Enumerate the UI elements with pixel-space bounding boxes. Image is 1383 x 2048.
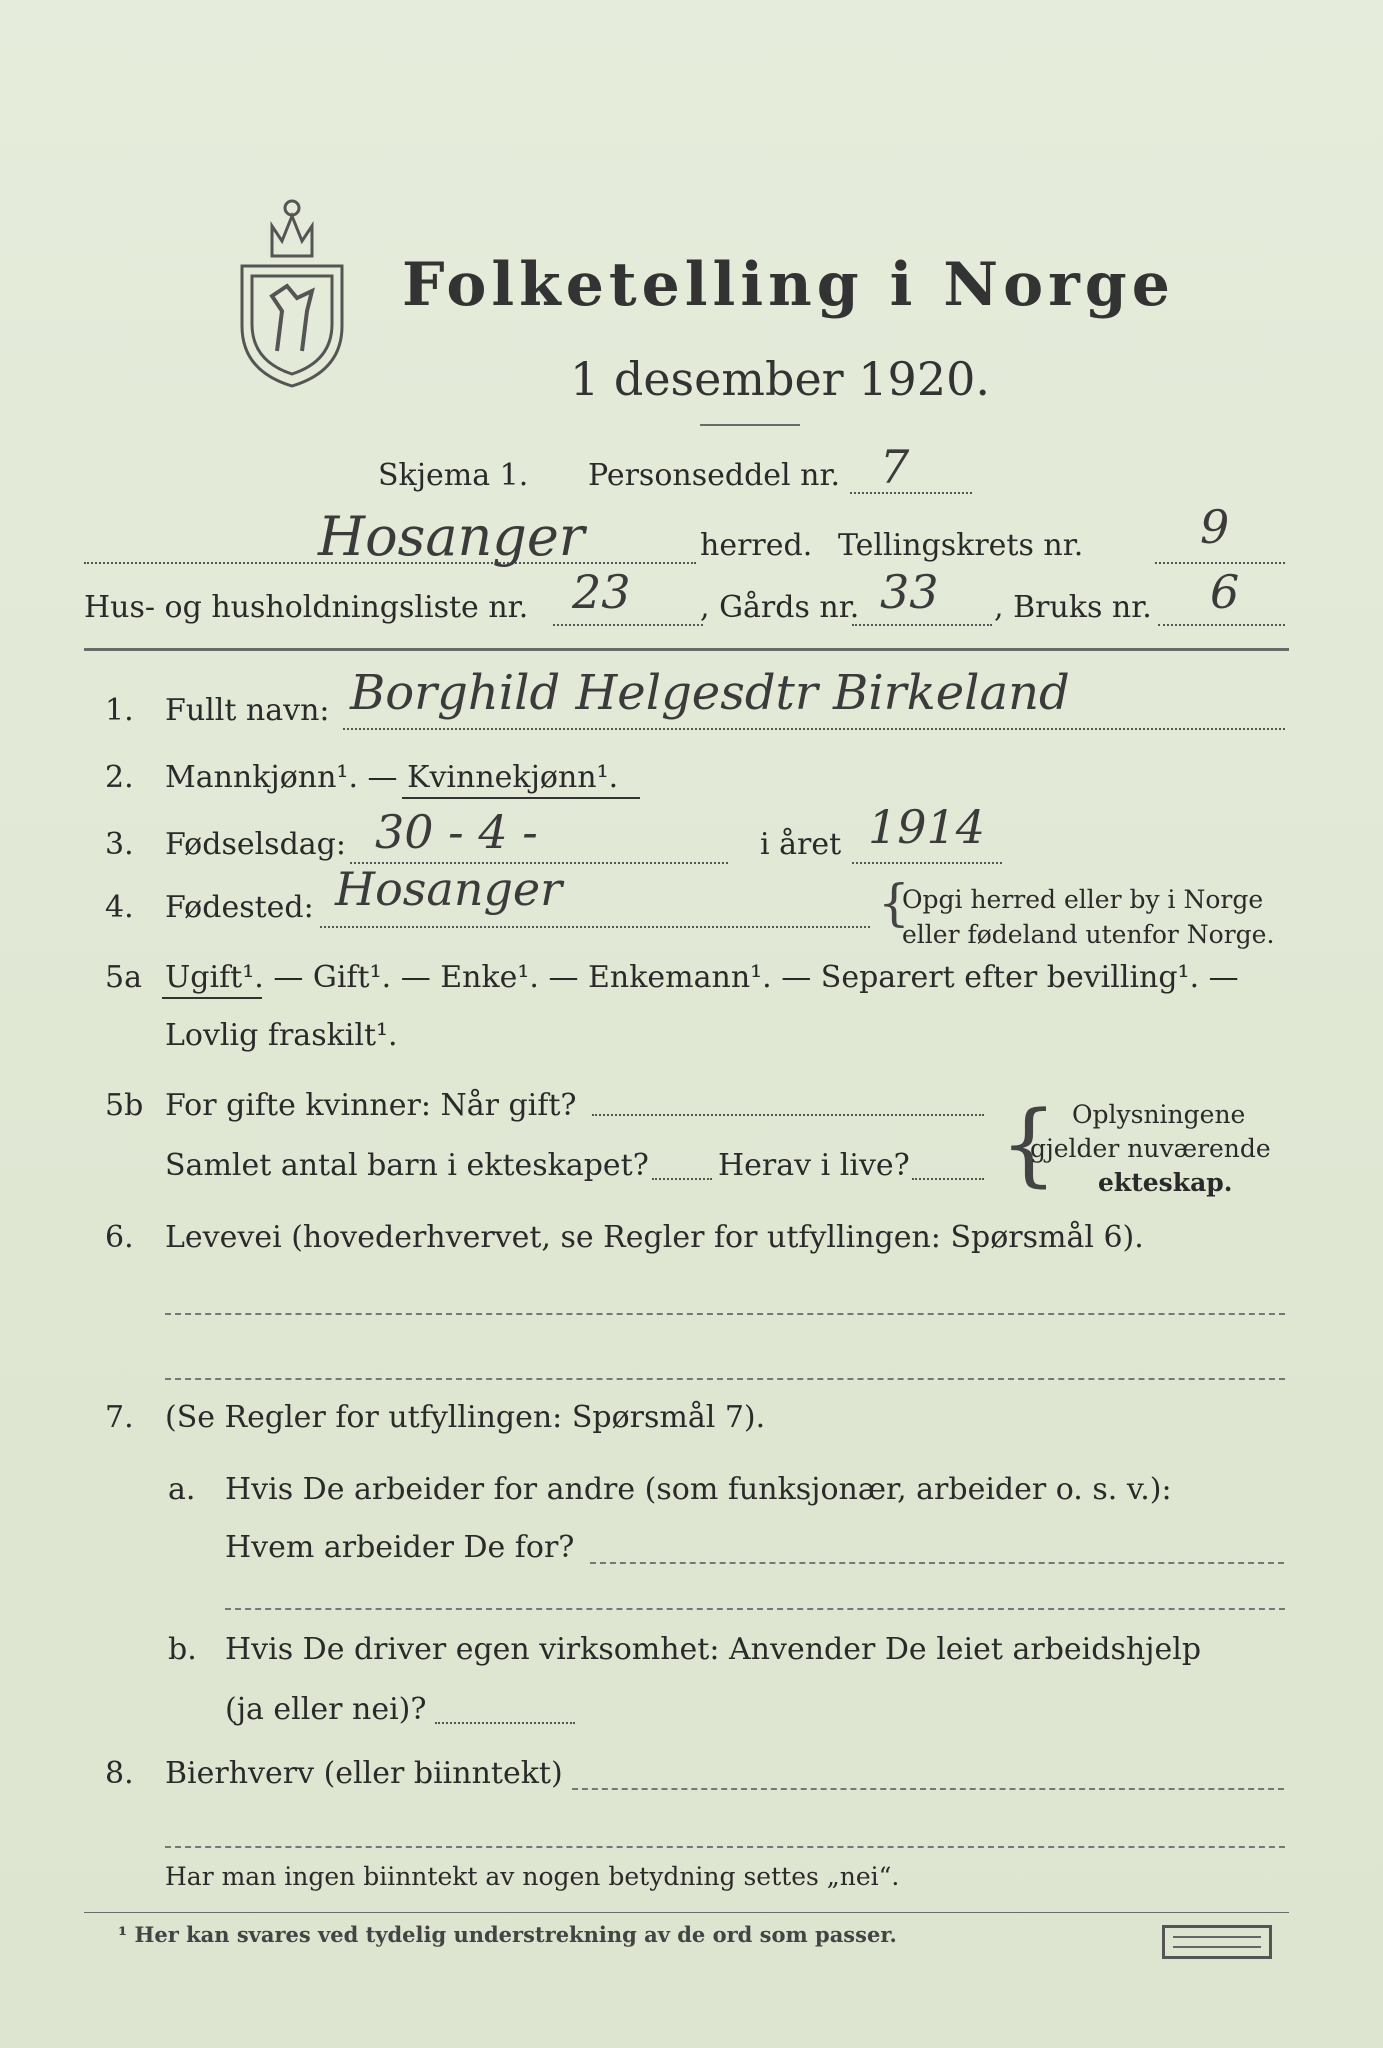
q5b-note-2: gjelder nuværende <box>1030 1134 1271 1163</box>
personseddel-value[interactable]: 7 <box>880 440 910 494</box>
personseddel-label: Personseddel nr. <box>588 458 841 493</box>
q4-note-1: Opgi herred eller by i Norge <box>902 885 1264 914</box>
q1-number: 1. <box>105 693 134 728</box>
husliste-line <box>553 624 703 626</box>
tellingskrets-line <box>1155 562 1285 564</box>
q7b-text-2: (ja eller nei)? <box>225 1692 427 1727</box>
q5b-label-2: Samlet antal barn i ekteskapet? <box>165 1148 649 1183</box>
title-divider <box>700 424 800 426</box>
brace-icon: { <box>1000 1092 1058 1197</box>
full-name-value[interactable]: Borghild Helgesdtr Birkeland <box>350 665 1070 721</box>
marital-status-options: Ugift¹. — Gift¹. — Enke¹. — Enkemann¹. — Separert efter bevilling¹. — <box>165 960 1239 995</box>
header-separator <box>84 648 1289 651</box>
birthplace-value[interactable]: Hosanger <box>335 862 563 916</box>
birth-year-value[interactable]: 1914 <box>868 800 986 854</box>
norway-lion-coat-of-arms-icon <box>232 186 352 391</box>
q5b-label: For gifte kvinner: Når gift? <box>165 1088 577 1123</box>
q6-line-2 <box>165 1378 1285 1380</box>
marital-status-options-2: Lovlig fraskilt¹. <box>165 1018 398 1053</box>
year-label: i året <box>760 827 842 862</box>
q5b-line-3 <box>912 1178 984 1180</box>
q7a-text-2: Hvem arbeider De for? <box>225 1530 575 1565</box>
q7-number: 7. <box>105 1400 134 1435</box>
q5b-number: 5b <box>105 1088 144 1123</box>
q7a-number: a. <box>168 1472 196 1507</box>
q4-label: Fødested: <box>165 890 314 925</box>
herred-value[interactable]: Hosanger <box>318 505 585 568</box>
q5b-note-1: Oplysningene <box>1072 1100 1246 1129</box>
husliste-value[interactable]: 23 <box>572 565 631 619</box>
biinntekt-note: Har man ingen biinntekt av nogen betydning settes „nei“. <box>165 1862 900 1891</box>
personseddel-line <box>850 492 972 494</box>
birthday-value[interactable]: 30 - 4 - <box>375 805 538 859</box>
q1-line <box>343 728 1285 730</box>
q6-line-1 <box>165 1313 1285 1315</box>
gards-line <box>852 624 992 626</box>
tellingskrets-label: Tellingskrets nr. <box>838 528 1084 563</box>
tellingskrets-value[interactable]: 9 <box>1200 500 1230 554</box>
q7a-text: Hvis De arbeider for andre (som funksjonær, arbeider o. s. v.): <box>225 1472 1172 1507</box>
page-title: Folketelling i Norge <box>402 250 1175 320</box>
q4-number: 4. <box>105 890 134 925</box>
herred-label: herred. <box>700 528 813 563</box>
husliste-label: Hus- og husholdningsliste nr. <box>84 590 529 625</box>
year-line <box>852 862 1002 864</box>
q4-line <box>320 926 870 928</box>
footnote: ¹ Her kan svares ved tydelig understrekning av de ord som passer. <box>118 1922 897 1947</box>
bruks-label: , Bruks nr. <box>994 590 1152 625</box>
q8-number: 8. <box>105 1756 134 1791</box>
q5a-number: 5a <box>105 960 142 995</box>
gards-label: , Gårds nr. <box>700 590 860 625</box>
bruks-line <box>1158 624 1285 626</box>
q7-text: (Se Regler for utfyllingen: Spørsmål 7). <box>165 1400 766 1435</box>
q8-line-2 <box>165 1846 1285 1848</box>
q7a-line-1 <box>590 1562 1284 1564</box>
q4-note-2: eller fødeland utenfor Norge. <box>902 920 1275 949</box>
census-date: 1 desember 1920. <box>570 352 990 406</box>
q7b-line <box>435 1722 575 1724</box>
q3-number: 3. <box>105 827 134 862</box>
footer-separator <box>84 1912 1289 1913</box>
brace-icon: { <box>878 874 910 932</box>
q1-label: Fullt navn: <box>165 693 330 728</box>
bruks-value[interactable]: 6 <box>1210 565 1240 619</box>
q7b-number: b. <box>168 1632 197 1667</box>
printer-stamp-icon <box>1162 1925 1272 1959</box>
gender-options: Mannkjønn¹. — Kvinnekjønn¹. <box>165 760 619 795</box>
gender-underline <box>402 797 640 799</box>
q3-label: Fødselsdag: <box>165 827 346 862</box>
q8-label: Bierhverv (eller biinntekt) <box>165 1756 563 1791</box>
q7b-text: Hvis De driver egen virksomhet: Anvender De leiet arbeidshjelp <box>225 1632 1202 1667</box>
gards-value[interactable]: 33 <box>880 565 939 619</box>
q5b-label-3: Herav i live? <box>718 1148 910 1183</box>
q2-number: 2. <box>105 760 134 795</box>
q8-line-1 <box>572 1788 1284 1790</box>
q5b-line-2 <box>652 1178 712 1180</box>
q5b-line <box>592 1114 984 1116</box>
q6-number: 6. <box>105 1220 134 1255</box>
marital-underline <box>162 997 262 999</box>
skjema-label: Skjema 1. <box>378 458 529 493</box>
q6-text: Levevei (hovederhvervet, se Regler for utfyllingen: Spørsmål 6). <box>165 1220 1144 1255</box>
q5b-note-3: ekteskap. <box>1098 1168 1233 1197</box>
q7a-line-2 <box>225 1608 1285 1610</box>
